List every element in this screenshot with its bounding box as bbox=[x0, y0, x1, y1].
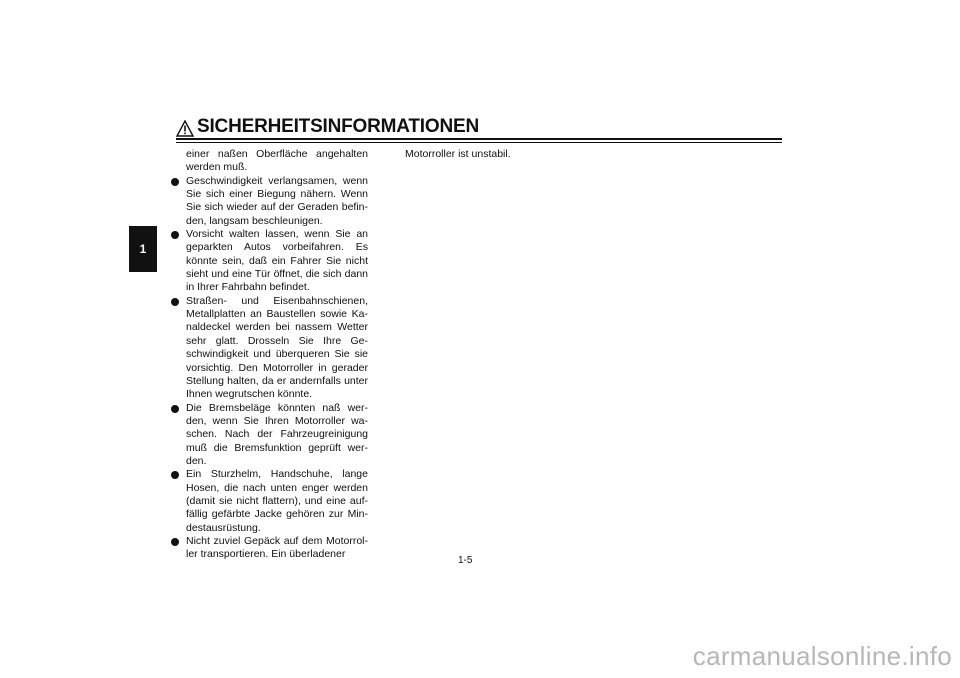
bullet-icon bbox=[171, 405, 179, 413]
chapter-tab: 1 bbox=[129, 226, 157, 272]
left-column bbox=[186, 148, 368, 562]
list-item: Geschwindigkeit verlangsamen, wenn Sie sich einer Biegung nähern. Wenn Sie sich wieder auf der Geraden befin-den, langsam beschleunigen. bbox=[186, 175, 368, 228]
bullet-icon bbox=[171, 538, 179, 546]
intro-text: einer naßen Oberfläche angehalten werden muß. bbox=[186, 148, 368, 174]
list-item: Nicht zuviel Gepäck auf dem Motorrol-ler transportieren. Ein überladener bbox=[186, 535, 368, 562]
list-item: Straßen- und Eisenbahnschienen, Metallplatten an Baustellen sowie Ka-naldeckel werden bei nassem Wetter sehr glatt. Drosseln Sie Ihre Ge-schwindigkeit und überqueren Sie sie vorsichtig. Den Motorroller in gerader Stellung halten, da er andernfalls unter Ihnen wegrutschen könnte. bbox=[186, 295, 368, 402]
right-column bbox=[405, 148, 587, 161]
watermark: carmanualsonline.info bbox=[692, 641, 952, 671]
bullet-icon bbox=[171, 471, 179, 479]
bullet-icon bbox=[171, 231, 179, 239]
warning-triangle-icon bbox=[176, 120, 194, 137]
page-number: 1-5 bbox=[458, 555, 473, 566]
list-item: Ein Sturzhelm, Handschuhe, lange Hosen, die nach unten enger werden (damit sie nicht flattern), und eine auf-fällig gefärbte Jacke gehören zur Min-destausrüstung. bbox=[186, 468, 368, 535]
header-rule-thick bbox=[176, 138, 782, 140]
list-item: Vorsicht walten lassen, wenn Sie an geparkten Autos vorbeifahren. Es könnte sein, daß ein Fahrer Sie nicht sieht und eine Tür öffnet, die sich dann in Ihrer Fahrbahn befindet. bbox=[186, 228, 368, 295]
header-rule-thin bbox=[176, 142, 782, 143]
continuation-text: Motorroller ist unstabil. bbox=[405, 148, 511, 160]
page-header bbox=[176, 116, 782, 144]
bullet-icon bbox=[171, 298, 179, 306]
bullet-icon bbox=[171, 178, 179, 186]
list-item: Die Bremsbeläge könnten naß wer-den, wenn Sie Ihren Motorroller wa-schen. Nach der Fahrzeugreinigung muß die Bremsfunktion geprüft wer-den. bbox=[186, 402, 368, 469]
page-title: SICHERHEITSINFORMATIONEN bbox=[197, 116, 479, 137]
